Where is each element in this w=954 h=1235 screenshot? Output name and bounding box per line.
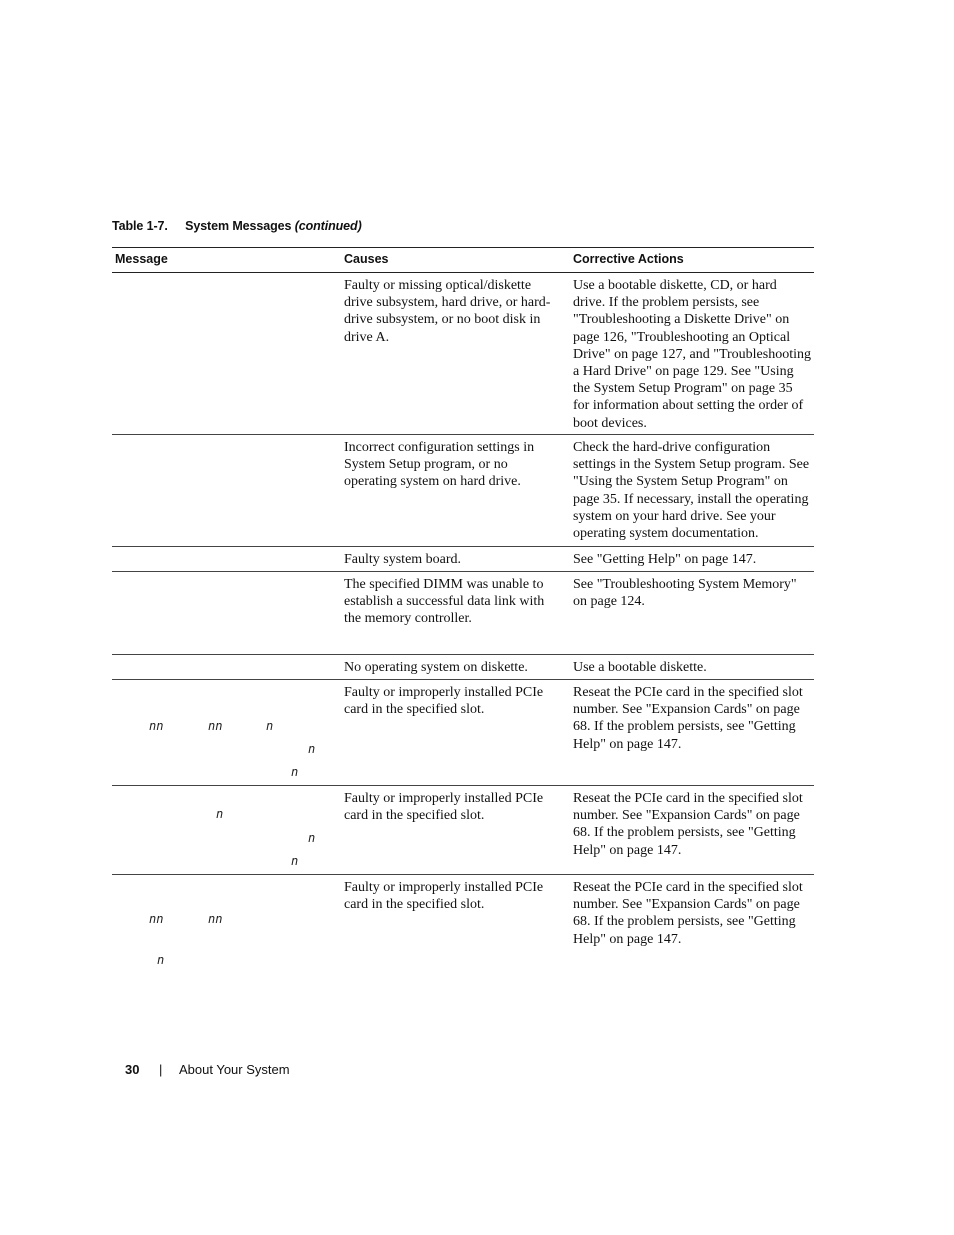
cause-cell: Faulty system board. <box>344 552 462 567</box>
header-message: Message <box>115 252 168 266</box>
cause-cell: Faulty or improperly installed PCIe card in the specified slot. <box>344 880 544 913</box>
action-cell: Use a bootable diskette. <box>573 660 707 675</box>
message-fragment: nn <box>149 912 164 926</box>
table-row <box>112 655 814 680</box>
header-corrective-actions: Corrective Actions <box>573 252 684 266</box>
message-fragment: n <box>308 742 316 756</box>
header-causes: Causes <box>344 252 389 266</box>
table-row <box>112 435 814 547</box>
cause-cell: Incorrect configuration settings in System Setup program, or no operating system on hard drive. <box>344 440 535 490</box>
system-messages-table <box>112 247 814 975</box>
message-fragment: nn <box>208 719 223 733</box>
section-title: About Your System <box>179 1062 290 1077</box>
footer-separator: | <box>159 1062 163 1077</box>
message-fragment: n <box>308 831 316 845</box>
table-row <box>112 680 814 786</box>
action-cell: Reseat the PCIe card in the specified slot number. See "Expansion Cards" on page 68. If the problem persists, see "Getting Help" on page 147. <box>573 685 803 752</box>
table-title: System Messages <box>185 219 292 233</box>
message-fragment: n <box>216 807 224 821</box>
table-row <box>112 273 814 435</box>
page-footer <box>125 1062 290 1077</box>
action-cell: Use a bootable diskette, CD, or hard drive. If the problem persists, see "Troubleshooting a Diskette Drive" on page 126, "Troubleshooting an Optical Drive" on page 127, and "Troubleshooting a Hard Drive" on page 129. See "Using the System Setup Program" on page 35 for information about setting the order of boot devices. <box>573 278 811 431</box>
page-number: 30 <box>125 1062 140 1077</box>
action-cell: See "Troubleshooting System Memory" on page 124. <box>573 577 797 610</box>
message-fragment: n <box>291 765 299 779</box>
table-continued: (continued) <box>294 219 362 233</box>
message-fragment: nn <box>149 719 164 733</box>
cause-cell: The specified DIMM was unable to establish a successful data link with the memory controller. <box>344 577 545 627</box>
table-row <box>112 875 814 975</box>
action-cell: Reseat the PCIe card in the specified slot number. See "Expansion Cards" on page 68. If the problem persists, see "Getting Help" on page 147. <box>573 791 803 858</box>
action-cell: Check the hard-drive configuration settings in the System Setup program. See "Using the System Setup Program" on page 35. If necessary, install the operating system on your hard drive. See your operating system documentation. <box>573 440 810 542</box>
table-caption <box>112 219 362 233</box>
table-row <box>112 572 814 655</box>
message-fragment: n <box>266 719 274 733</box>
table-header-row <box>112 248 814 273</box>
action-cell: Reseat the PCIe card in the specified slot number. See "Expansion Cards" on page 68. If the problem persists, see "Getting Help" on page 147. <box>573 880 803 947</box>
cause-cell: Faulty or improperly installed PCIe card in the specified slot. <box>344 791 544 824</box>
cause-cell: No operating system on diskette. <box>344 660 528 675</box>
table-row <box>112 547 814 572</box>
cause-cell: Faulty or missing optical/diskette drive subsystem, hard drive, or hard-drive subsystem, or no boot disk in drive A. <box>344 278 551 345</box>
table-row <box>112 786 814 875</box>
message-fragment: n <box>291 854 299 868</box>
action-cell: See "Getting Help" on page 147. <box>573 552 757 567</box>
table-number: Table 1-7. <box>112 219 168 233</box>
message-fragment: nn <box>208 912 223 926</box>
cause-cell: Faulty or improperly installed PCIe card in the specified slot. <box>344 685 544 718</box>
message-fragment: n <box>157 953 165 967</box>
